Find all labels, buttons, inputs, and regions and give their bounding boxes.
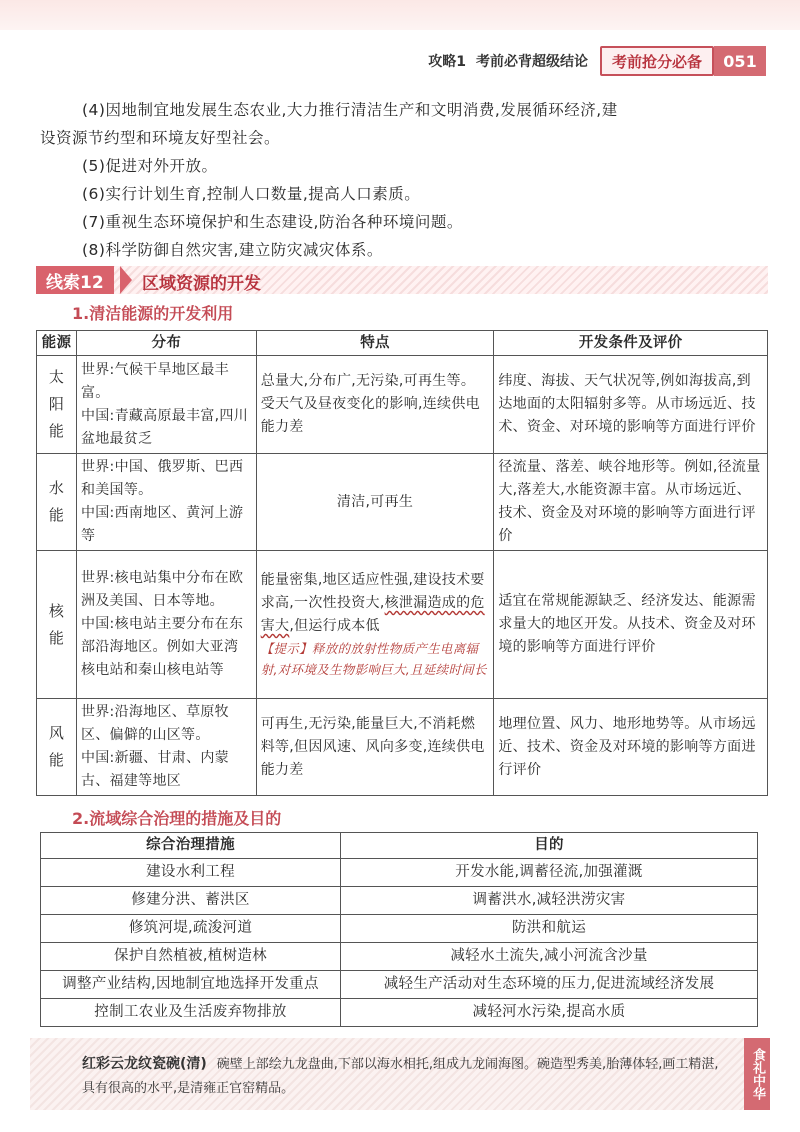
measure-cell: 建设水利工程	[41, 859, 341, 887]
column-header: 分布	[76, 331, 256, 356]
energy-heading: 1.清洁能源的开发利用	[72, 304, 234, 323]
distribution-cell: 世界:气候干旱地区最丰富。 中国:青藏高原最丰富,四川盆地最贫乏	[76, 356, 256, 454]
column-header: 特点	[256, 331, 494, 356]
features-cell: 清洁,可再生	[256, 454, 494, 551]
header-badge: 考前抢分必备	[600, 46, 714, 76]
table-row	[37, 454, 768, 551]
energy-name	[37, 356, 77, 454]
table-row	[41, 999, 758, 1027]
footer-description: 碗壁上部绘九龙盘曲,下部以海水相托,组成九龙闹海图。碗造型秀美,胎薄体轻,画工精湛,具有很高的水平,是清雍正官窑精品。	[82, 1057, 719, 1096]
features-cell: 总量大,分布广,无污染,可再生等。受天气及昼夜变化的影响,连续供电能力差	[256, 356, 494, 454]
table-header-row	[37, 331, 768, 356]
energy-name-text: 核能	[48, 601, 65, 647]
energy-name-text: 太阳能	[48, 368, 65, 440]
page-header	[428, 44, 766, 78]
basin-table	[40, 832, 758, 1027]
column-header: 能源	[37, 331, 77, 356]
energy-name	[37, 699, 77, 796]
column-header: 开发条件及评价	[494, 331, 768, 356]
table-row	[41, 943, 758, 971]
features-text: 能量密集,地区适应性强,建设技术要求高,一次性投资大,	[260, 572, 485, 611]
list-item: (4)因地制宜地发展生态农业,大力推行清洁生产和文明消费,发展循环经济,建	[82, 101, 618, 119]
purpose-cell: 减轻河水污染,提高水质	[341, 999, 758, 1027]
top-band	[0, 0, 800, 30]
basin-heading: 2.流域综合治理的措施及目的	[72, 809, 282, 828]
footer-text	[82, 1052, 722, 1101]
table-row	[37, 551, 768, 699]
list-item: (6)实行计划生育,控制人口数量,提高人口素质。	[82, 185, 421, 203]
table-row	[37, 699, 768, 796]
purpose-cell: 防洪和航运	[341, 915, 758, 943]
measure-cell: 修筑河堤,疏浚河道	[41, 915, 341, 943]
purpose-cell: 减轻水土流失,减小河流含沙量	[341, 943, 758, 971]
section-tag: 线索12	[36, 266, 114, 294]
footer-box	[30, 1038, 770, 1110]
handwritten-note: 【提示】释放的放射性物质产生电离辐射,对环境及生物影响巨大,且延续时间长	[260, 641, 487, 677]
footer-title: 红彩云龙纹瓷碗(清)	[82, 1056, 207, 1072]
distribution-cell: 世界:沿海地区、草原牧区、偏僻的山区等。 中国:新疆、甘肃、内蒙古、福建等地区	[76, 699, 256, 796]
table-row	[41, 859, 758, 887]
features-cell	[256, 551, 494, 699]
energy-name-text: 风能	[48, 724, 65, 769]
header-strategy-title: 考前必背超级结论	[475, 54, 588, 70]
table-row	[37, 356, 768, 454]
list-item: (5)促进对外开放。	[82, 157, 218, 175]
energy-table	[36, 330, 768, 796]
header-strategy	[428, 51, 588, 71]
measure-cell: 修建分洪、蓄洪区	[41, 887, 341, 915]
section-arrow-icon	[120, 266, 132, 294]
list-item: (8)科学防御自然灾害,建立防灾减灾体系。	[82, 241, 383, 259]
header-strategy-number: 攻略1	[428, 54, 466, 70]
energy-name	[37, 454, 77, 551]
table-row	[41, 915, 758, 943]
page-number: 051	[714, 46, 766, 76]
purpose-cell: 开发水能,调蓄径流,加强灌溉	[341, 859, 758, 887]
measure-cell: 调整产业结构,因地制宜地选择开发重点	[41, 971, 341, 999]
evaluation-cell: 地理位置、风力、地形地势等。从市场远近、技术、资金及对环境的影响等方面进行评价	[494, 699, 768, 796]
table-header-row	[41, 833, 758, 859]
column-header: 目的	[341, 833, 758, 859]
features-emphasis: 核泄漏造成的危害大	[260, 595, 485, 634]
table-row	[41, 971, 758, 999]
distribution-cell: 世界:中国、俄罗斯、巴西和美国等。 中国:西南地区、黄河上游等	[76, 454, 256, 551]
footer-side-label: 食礼中华	[744, 1038, 770, 1110]
energy-name-text: 水能	[48, 479, 65, 524]
list-item: 设资源节约型和环境友好型社会。	[40, 129, 281, 147]
evaluation-cell: 径流量、落差、峡谷地形等。例如,径流量大,落差大,水能资源丰富。从市场远近、技术、资金及对环境的影响等方面进行评价	[494, 454, 768, 551]
column-header: 综合治理措施	[41, 833, 341, 859]
purpose-cell: 减轻生产活动对生态环境的压力,促进流域经济发展	[341, 971, 758, 999]
section-title: 区域资源的开发	[142, 274, 261, 294]
measure-cell: 保护自然植被,植树造林	[41, 943, 341, 971]
evaluation-cell: 适宜在常规能源缺乏、经济发达、能源需求量大的地区开发。从技术、资金及对环境的影响等方面进行评价	[494, 551, 768, 699]
energy-name	[37, 551, 77, 699]
table-row	[41, 887, 758, 915]
evaluation-cell: 纬度、海拔、天气状况等,例如海拔高,到达地面的太阳辐射多等。从市场远近、技术、资金、对环境的影响等方面进行评价	[494, 356, 768, 454]
list-item: (7)重视生态环境保护和生态建设,防治各种环境问题。	[82, 213, 463, 231]
measure-cell: 控制工农业及生活废弃物排放	[41, 999, 341, 1027]
conclusion-list	[40, 96, 762, 264]
features-text-tail: ,但运行成本低	[289, 618, 380, 634]
features-cell: 可再生,无污染,能量巨大,不消耗燃料等,但因风速、风向多变,连续供电能力差	[256, 699, 494, 796]
section-bar	[36, 266, 768, 294]
distribution-cell: 世界:核电站集中分布在欧洲及美国、日本等地。 中国:核电站主要分布在东部沿海地区。例如大亚湾核电站和秦山核电站等	[76, 551, 256, 699]
purpose-cell: 调蓄洪水,减轻洪涝灾害	[341, 887, 758, 915]
